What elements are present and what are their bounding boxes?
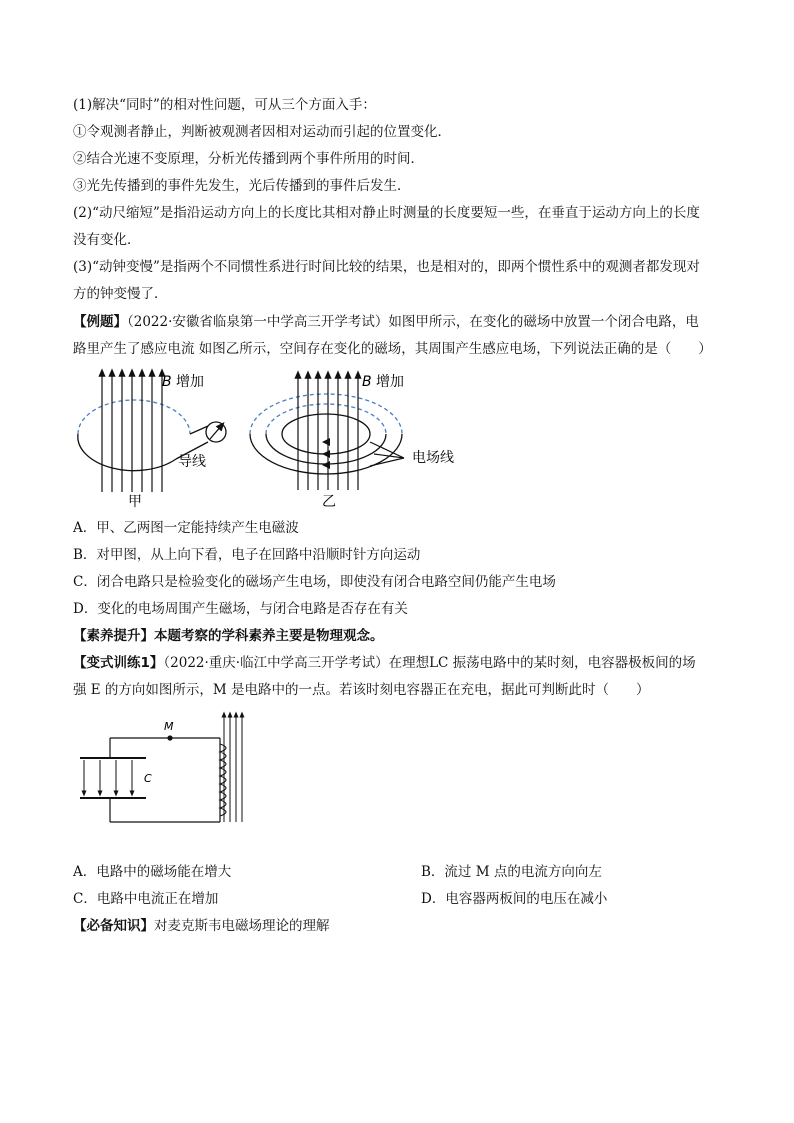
example-tag: 【例题】: [73, 314, 127, 330]
increase-label-yi: 增加: [376, 374, 404, 390]
intro-line-8: 方的钟变慢了．: [73, 286, 168, 302]
variant-option-c: C．电路中电流正在增加: [73, 891, 219, 907]
m-label: M: [164, 720, 174, 733]
intro-line-5: (2)“动尺缩短”是指沿运动方向上的长度比其相对静止时测量的长度要短一些，在垂直于运动方向上的长度: [73, 205, 700, 221]
field-arrows-jia: [102, 372, 162, 492]
intro-line-3: ②结合光速不变原理，分析光传播到两个事件所用的时间．: [73, 151, 424, 167]
loop-yi: [250, 394, 402, 474]
example-text-1: （2022·安徽省临泉第一中学高三开学考试）如图甲所示，在变化的磁场中放置一个闭合电路，电: [127, 314, 699, 330]
c-label: C: [144, 772, 152, 785]
variant-options-row-1: [73, 862, 602, 882]
variant-option-a: A．电路中的磁场能在增大: [73, 864, 232, 880]
example-text-2: 路里产生了感应电流 如图乙所示，空间存在变化的磁场，其周围产生感应电场，下列说法正确的是（ ）: [73, 341, 712, 357]
variant-tag: 【变式训练1】: [73, 655, 164, 671]
increase-label-jia: 增加: [176, 374, 204, 390]
example-figure: [70, 364, 490, 514]
example-option-c: C．闭合电路只是检验变化的磁场产生电场，即使没有闭合电路空间仍能产生电场: [73, 574, 556, 590]
variant-text-2: 强 E 的方向如图所示，M 是电路中的一点。若该时刻电容器正在充电，据此可判断此时（ ）: [73, 682, 650, 698]
example-option-d: D．变化的电场周围产生磁场，与闭合电路是否存在有关: [73, 601, 408, 617]
variant-text-1: （2022·重庆·临江中学高三开学考试）在理想LC 振荡电路中的某时刻，电容器极板间的场: [163, 655, 696, 671]
example-option-a: A．甲、乙两图一定能持续产生电磁波: [73, 520, 299, 536]
field-line-label: 电场线: [412, 450, 454, 466]
knowledge-tag: 【必备知识】: [73, 918, 154, 934]
wire-label: 导线: [178, 454, 206, 470]
intro-line-1: (1)解决“同时”的相对性问题，可从三个方面入手：: [73, 97, 376, 113]
point-m: [167, 735, 172, 740]
jia-label: 甲: [128, 494, 142, 510]
knowledge-line: [73, 916, 330, 936]
intro-line-6: 没有变化．: [73, 232, 141, 248]
intro-line-7: (3)“动钟变慢”是指两个不同惯性系进行时间比较的结果，也是相对的，即两个惯性系中的观测者都发现对: [73, 259, 700, 275]
lc-circuit-figure: [74, 710, 264, 828]
intro-line-2: ①令观测者静止，判断被观测者因相对运动而引起的位置变化．: [73, 124, 451, 140]
literacy-note: 【素养提升】本题考察的学科素养主要是物理观念。: [73, 628, 384, 644]
variant-option-b: B．流过 M 点的电流方向向左: [421, 864, 602, 880]
example-option-b: B．对甲图，从上向下看，电子在回路中沿顺时针方向运动: [73, 547, 421, 563]
coil-field-arrows: [224, 714, 242, 822]
b-label-jia: B: [162, 374, 172, 390]
variant-option-d: D．电容器两板间的电压在减小: [421, 891, 608, 907]
knowledge-text: 对麦克斯韦电磁场理论的理解: [154, 918, 330, 934]
capacitor-field-arrows: [84, 760, 132, 794]
coil-icon: [220, 744, 226, 816]
intro-line-4: ③光先传播到的事件先发生，光后传播到的事件后发生．: [73, 178, 411, 194]
variant-options-row-2: [73, 889, 608, 909]
yi-label: 乙: [322, 494, 336, 510]
variant-line-1: [73, 653, 696, 673]
b-label-yi: B: [362, 374, 372, 390]
example-line-1: [73, 312, 699, 332]
